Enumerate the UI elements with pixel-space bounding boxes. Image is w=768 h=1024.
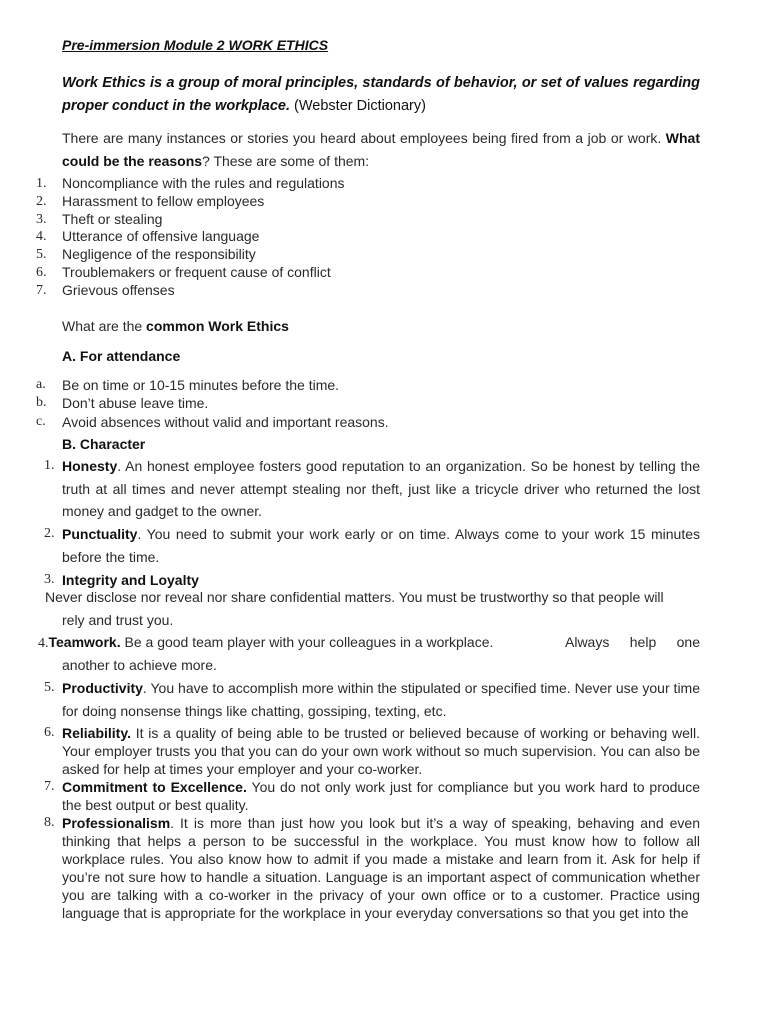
intro-paragraph <box>62 127 700 173</box>
character-item-professionalism: 8. Professionalism. It is more than just how you look but it’s a way of speaking, behaving and even thinking that helps a person to be successful in the workplace. You must know how to follow all workplace rules. You also know how to admit if you made a mistake and learn from it. Ask for help if you’re not sure how to handle a situation. Language is an important aspect of communication whether you are talking with a co-worker in the privacy of your own office or to a customer. Practice using language that is appropriate for the workplace in your everyday conversations so that you get into the <box>44 815 700 921</box>
list-item: a. Be on time or 10-15 minutes before the time. <box>36 377 340 393</box>
character-item-commitment: 7. Commitment to Excellence. You do not only work just for compliance but you work hard to produce the best output or best quality. <box>44 779 700 813</box>
list-item: b. Don’t abuse leave time. <box>36 395 209 412</box>
list-item: 1. Noncompliance with the rules and regulations <box>36 175 345 191</box>
intro-text: There are many instances or stories you heard about employees being fired from a job or work. <box>62 130 666 146</box>
integrity-text-end: rely and trust you. <box>62 612 174 628</box>
character-item-teamwork: 4.Teamwork. Be a good team player with your colleagues in a workplace. Always help one <box>38 634 700 651</box>
list-item: 7. Grievous offenses <box>36 281 175 298</box>
definition-source: (Webster Dictionary) <box>290 98 426 114</box>
list-item: c. Avoid absences without valid and important reasons. <box>36 413 389 430</box>
intro-text-end: ? These are some of them: <box>202 153 370 169</box>
character-heading: B. Character <box>62 436 146 452</box>
character-item-reliability: 6. Reliability. It is a quality of being able to be trusted or believed because of working or behaving well. Your employer trusts you that you can do your own work without so much supervision. You can also be asked for help at times your employer and your co-worker. <box>44 725 700 777</box>
definition-text: Work Ethics is a group of moral principles, standards of behavior, or set of values regarding proper conduct in the workplace. <box>62 75 700 114</box>
teamwork-text-end: another to achieve more. <box>62 657 217 673</box>
character-item-productivity: 5. Productivity. You have to accomplish more within the stipulated or specified time. Never use your time for doing nonsense things like chatting, gossiping, texting, etc. <box>44 680 700 719</box>
reasons-list <box>0 175 700 300</box>
list-item: 2. Harassment to fellow employees <box>36 192 265 209</box>
list-item: 5. Negligence of the responsibility <box>36 246 256 263</box>
character-item-integrity: 3. Integrity and Loyalty <box>44 572 199 588</box>
intro-question: What could be the reasons <box>62 130 700 169</box>
character-item-punctuality: 2. Punctuality. You need to submit your work early or on time. Always come to your work 15 minutes before the time. <box>44 526 700 565</box>
integrity-text: Never disclose nor reveal nor share confidential matters. You must be trustworthy so that people will <box>45 589 664 605</box>
list-item: 4. Utterance of offensive language <box>36 228 260 245</box>
list-item: 3. Theft or stealing <box>36 210 163 227</box>
page-title: Pre-immersion Module 2 WORK ETHICS <box>62 37 329 53</box>
attendance-list <box>0 376 700 431</box>
work-ethics-definition <box>62 72 700 118</box>
list-item: 6. Troublemakers or frequent cause of conflict <box>36 263 331 280</box>
character-item-honesty: 1. Honesty. An honest employee fosters good reputation to an organization. So be honest by telling the truth at all times and never attempt stealing nor theft, just like a tricycle driver who returned the lost money and gadget to the owner. <box>44 458 700 520</box>
teamwork-num: 4. <box>38 636 49 651</box>
common-ethics-heading: What are the common Work Ethics <box>62 318 289 334</box>
attendance-heading: A. For attendance <box>62 348 181 364</box>
